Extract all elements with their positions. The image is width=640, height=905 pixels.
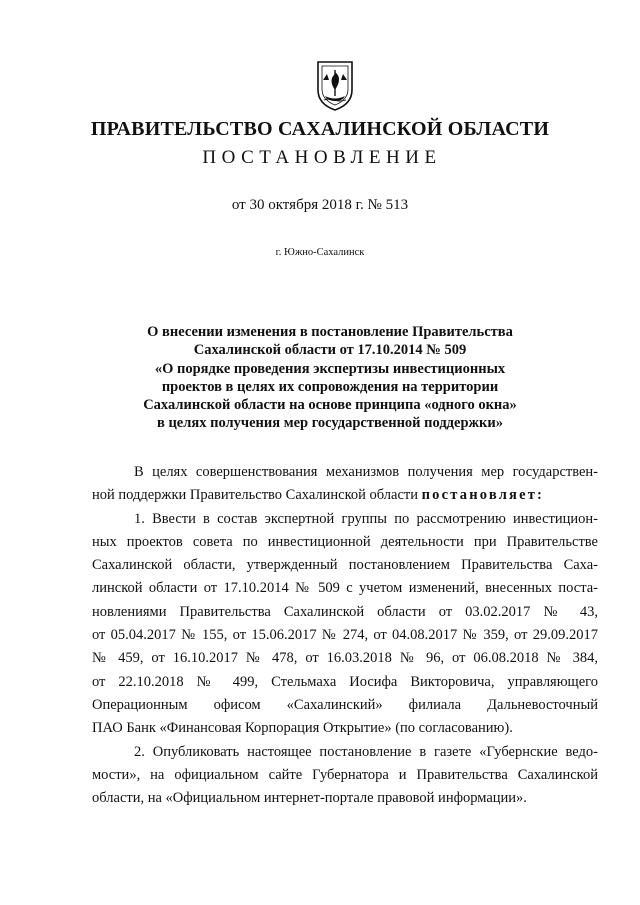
heading-line: проектов в целях их сопровождения на территории: [161, 378, 499, 395]
paragraph-line: линской области от 17.10.2014 № 509 с учетом изменений, внесенных поста-: [92, 580, 598, 597]
paragraph-line: Операционным офисом «Сахалинский» филиала Дальневосточный: [92, 696, 598, 713]
paragraph-line: 1. Ввести в состав экспертной группы по рассмотрению инвестицион-: [134, 510, 598, 527]
document-city: г. Южно-Сахалинск: [275, 247, 365, 258]
document-body: [92, 461, 598, 810]
paragraph-line: [92, 484, 598, 507]
paragraph-line: ных проектов совета по инвестиционной деятельности при Правительстве: [92, 533, 598, 550]
paragraph-line: № 459, от 16.10.2017 № 478, от 16.03.2018 № 96, от 06.08.2018 № 384,: [92, 650, 598, 667]
paragraph-line: мости», на официальном сайте Губернатора и Правительства Сахалинской: [92, 766, 598, 783]
paragraph-line: от 22.10.2018 № 499, Стельмаха Иосифа Викторовича, управляющего: [92, 673, 598, 690]
paragraph-line: Сахалинской области, утвержденный постановлением Правительства Саха-: [92, 557, 598, 574]
heading-line: О внесении изменения в постановление Правительства: [147, 324, 513, 340]
document-type: ПОСТАНОВЛЕНИЕ: [202, 147, 442, 168]
coat-of-arms-icon: [314, 60, 356, 112]
paragraph-line: от 05.04.2017 № 155, от 15.06.2017 № 274, от 04.08.2017 № 359, от 29.09.2017: [92, 627, 598, 644]
paragraph-line: новлениями Правительства Сахалинской области от 03.02.2017 № 43,: [92, 603, 598, 620]
heading-line: Сахалинской области от 17.10.2014 № 509: [193, 342, 467, 359]
document-heading: [120, 323, 540, 433]
paragraph-line: области, на «Официальном интернет-портале правовой информации».: [92, 790, 527, 807]
decree-keyword: постановляет:: [421, 487, 545, 504]
government-title: ПРАВИТЕЛЬСТВО САХАЛИНСКОЙ ОБЛАСТИ: [90, 118, 550, 140]
heading-line: Сахалинской области на основе принципа «одного окна»: [143, 397, 517, 414]
preamble-text: ной поддержки Правительство Сахалинской области: [92, 487, 422, 504]
heading-line: в целях получения мер государственной поддержки»: [157, 415, 503, 432]
paragraph-line: 2. Опубликовать настоящее постановление в газете «Губернские ведо-: [134, 743, 598, 760]
paragraph-line: ПАО Банк «Финансовая Корпорация Открытие» (по согласованию).: [92, 720, 513, 737]
document-date-number: от 30 октября 2018 г. № 513: [231, 197, 409, 213]
paragraph-line: В целях совершенствования механизмов получения мер государствен-: [134, 464, 598, 480]
heading-line: «О порядке проведения экспертизы инвестиционных: [154, 360, 506, 377]
